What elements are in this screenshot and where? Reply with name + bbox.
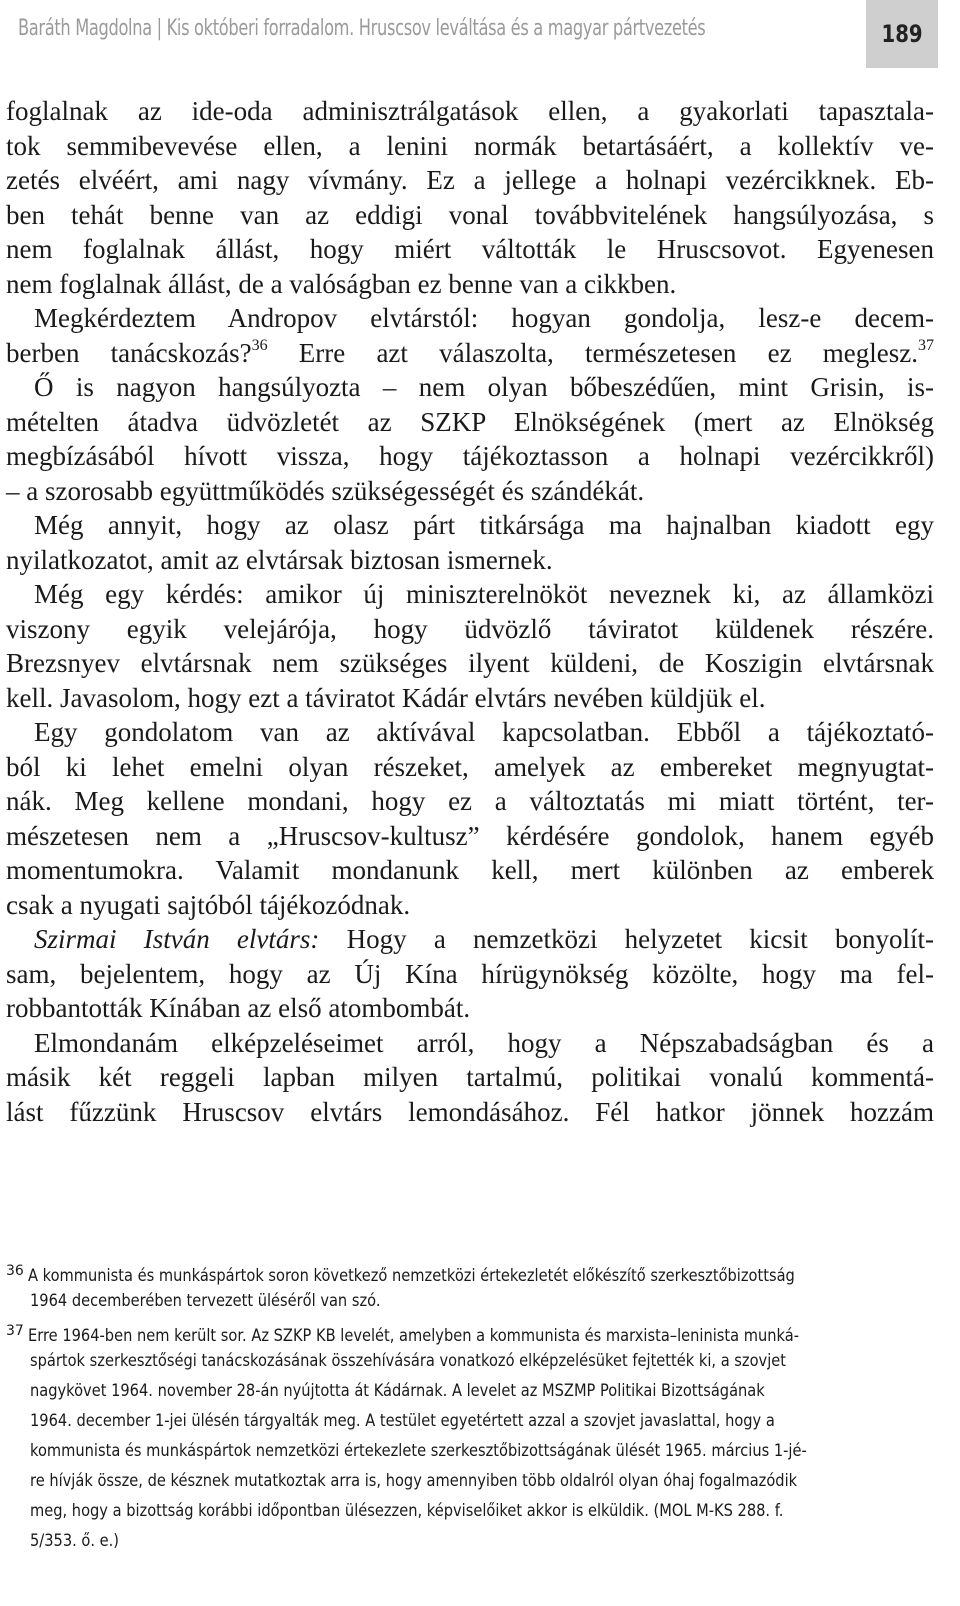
text-line: sam, bejelentem, hogy az Új Kína hírügynökség közölte, hogy ma fel- — [6, 958, 934, 989]
text-line: tok semmibevevése ellen, a lenini normák betartásáért, a kollektív ve- — [6, 130, 934, 161]
text-line: Ő is nagyon hangsúlyozta – nem olyan bőbeszédűen, mint Grisin, is- — [34, 372, 934, 402]
text-line: kell. Javasolom, hogy ezt a táviratot Kádár elvtárs nevében küldjük el. — [6, 682, 766, 713]
footnote-text: re hívják össze, de késznek mutatkoztak arra is, hogy amennyiben több oldalról olyan óhaj fogalmazódik — [30, 1471, 798, 1491]
text-line: Egy gondolatom van az aktívával kapcsolatban. Ebből a tájékoztató- — [34, 717, 934, 747]
text-segment: Hogy a nemzetközi helyzetet kicsit bonyolít- — [346, 924, 934, 954]
text-line: csak a nyugati sajtóból tájékozódnak. — [6, 889, 411, 920]
page-number: 189 — [881, 20, 923, 48]
footnote-text: 1964. december 1-jei ülésén tárgyalták meg. A testület egyetértett azzal a szovjet javaslattal, hogy a — [30, 1411, 775, 1431]
footnote-number: 36 — [6, 1263, 24, 1279]
footnote-text: A kommunista és munkáspártok soron következő nemzetközi értekezletét előkészítő szerkesztőbizottság — [28, 1266, 795, 1286]
text-line: viszony egyik velejárója, hogy üdvözlő táviratot küldenek részére. — [6, 613, 934, 644]
footnote-line — [6, 1466, 934, 1496]
text-line: nem foglalnak állást, de a valóságban ez benne van a cikkben. — [6, 268, 677, 299]
text-line: nem foglalnak állást, hogy miért váltották le Hruscsovot. Egyenesen — [6, 234, 934, 264]
text-line: ben tehát benne van az eddigi vonal továbbvitelének hangsúlyozása, s — [6, 199, 934, 230]
text-line: Brezsnyev elvtársnak nem szükséges ilyent küldeni, de Koszigin elvtársnak — [6, 648, 934, 678]
text-line: másik két reggeli lapban milyen tartalmú, politikai vonalú kommentá- — [6, 1062, 934, 1092]
footnote-37 — [6, 1316, 934, 1346]
footnotes — [6, 1256, 934, 1556]
text-line: nák. Meg kellene mondani, hogy ez a változtatás mi miatt történt, ter- — [6, 786, 934, 816]
text-line: Még annyit, hogy az olasz párt titkársága ma hajnalban kiadott egy — [34, 510, 934, 540]
footnote-line — [6, 1496, 934, 1526]
text-line: mételten átadva üdvözletét az SZKP Elnökségének (mert az Elnökség — [6, 406, 934, 437]
text-line: momentumokra. Valamit mondanunk kell, mert különben az emberek — [6, 855, 934, 885]
text-line: mészetesen nem a „Hruscsov-kultusz” kérdésére gondolok, hanem egyéb — [6, 820, 934, 851]
text-line-with-speaker — [6, 922, 934, 957]
text-segment: Erre azt válaszolta, természetesen ez meglesz. — [298, 337, 918, 368]
text-line: megbízásából hívott vissza, hogy tájékoztasson a holnapi vezércikkről) — [6, 441, 934, 471]
footnote-ref-36[interactable]: 36 — [251, 336, 268, 354]
text-line: robbantották Kínában az első atombombát. — [6, 993, 471, 1023]
text-line-with-refs — [6, 336, 934, 371]
footnote-text: 5/353. ő. e.) — [30, 1531, 120, 1551]
footnote-line — [6, 1376, 934, 1406]
running-head: Baráth Magdolna | Kis októberi forradalom. Hruscsov leváltása és a magyar pártvezetés — [18, 16, 706, 41]
footnote-text: Erre 1964-ben nem került sor. Az SZKP KB levelét, amelyben a kommunista és marxista–leninista munká- — [28, 1326, 799, 1346]
footnote-line — [6, 1436, 934, 1466]
page-header — [0, 0, 960, 68]
text-line: ból ki lehet emelni olyan részeket, amelyek az embereket megnyugtat- — [6, 751, 934, 782]
footnote-text: 1964 decemberében tervezett üléséről van szó. — [30, 1291, 381, 1311]
footnote-number: 37 — [6, 1323, 24, 1339]
footnote-36 — [6, 1256, 934, 1286]
text-line: nyilatkozatot, amit az elvtársak biztosan ismernek. — [6, 544, 553, 575]
page-number-box — [866, 0, 938, 68]
footnote-text: kommunista és munkáspártok nemzetközi értekezlete szerkesztőbizottságának ülését 1965. március 1-jé- — [30, 1441, 807, 1461]
footnote-text: meg, hogy a bizottság korábbi időpontban ülésezzen, képviselőiket akkor is elküldik. (MOL M-KS 288. f. — [30, 1501, 784, 1521]
text-line: zetés elvéért, ami nagy vívmány. Ez a jellege a holnapi vezércikknek. Eb- — [6, 165, 934, 195]
text-line: lást fűzzünk Hruscsov elvtárs lemondásához. Fél hatkor jönnek hozzám — [6, 1096, 934, 1127]
footnote-ref-37[interactable]: 37 — [918, 336, 934, 354]
text-line: Megkérdeztem Andropov elvtárstól: hogyan gondolja, lesz-e decem- — [34, 303, 934, 333]
text-line: Elmondanám elképzeléseimet arról, hogy a Népszabadságban és a — [34, 1027, 934, 1058]
text-line: foglalnak az ide-oda adminisztrálgatások ellen, a gyakorlati tapasztala- — [6, 96, 934, 126]
main-text — [6, 94, 934, 1129]
text-segment: berben tanácskozás? — [6, 337, 252, 368]
text-line: Még egy kérdés: amikor új miniszterelnököt neveznek ki, az államközi — [34, 579, 934, 609]
footnote-line — [6, 1526, 934, 1556]
text-line: – a szorosabb együttműködés szükségességét és szándékát. — [6, 475, 645, 506]
speaker-name: Szirmai István elvtárs: — [34, 924, 320, 954]
footnote-text: spártok szerkesztőségi tanácskozásának összehívására vonatkozó elképzelésüket fejtették ki, a szovjet — [30, 1351, 786, 1371]
footnote-text: nagykövet 1964. november 28-án nyújtotta át Kádárnak. A levelet az MSZMP Politikai Bizottságának — [30, 1381, 765, 1401]
footnote-line — [6, 1406, 934, 1436]
